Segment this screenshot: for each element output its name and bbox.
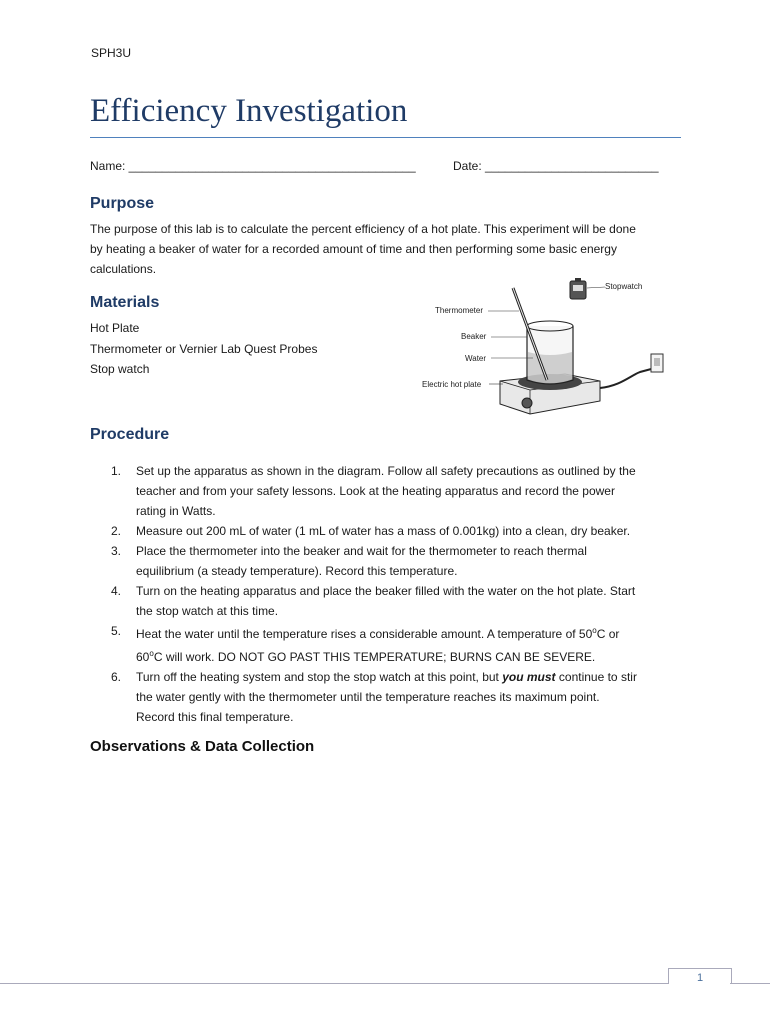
list-item [111,621,680,667]
date-field[interactable]: Date: __________________________ [453,159,659,173]
purpose-line: The purpose of this lab is to calculate the percent efficiency of a hot plate. This experiment will be done [90,222,636,236]
list-item: Hot Plate [90,321,140,335]
page-number: 1 [668,968,732,984]
step-line: Set up the apparatus as shown in the diagram. Follow all safety precautions as outlined by the [136,464,636,478]
step-number: 2. [111,524,122,538]
apparatus-diagram [415,276,665,426]
purpose-line: calculations. [90,262,157,276]
step-line [136,667,680,687]
title-underline [90,137,681,138]
step-text: C or [596,627,620,641]
name-field[interactable]: Name: ___________________________________________ [90,159,416,173]
procedure-list [90,461,680,727]
page-title: Efficiency Investigation [90,93,408,129]
list-item [111,461,680,521]
footer-rule [730,983,770,984]
step-line: Measure out 200 mL of water (1 mL of water has a mass of 0.001kg) into a clean, dry beaker. [136,524,631,538]
step-line: teacher and from your safety lessons. Look at the heating apparatus and record the power [136,484,615,498]
step-line: the stop watch at this time. [136,604,279,618]
step-text: 60 [136,650,150,664]
list-item [111,581,680,621]
footer-rule [0,983,668,984]
step-line [136,644,680,667]
purpose-heading: Purpose [90,195,155,212]
step-number: 6. [111,670,122,684]
step-number: 5. [111,624,122,638]
step-text: Turn off the heating system and stop the stop watch at this point, but [136,670,503,684]
step-line: Place the thermometer into the beaker and wait for the thermometer to reach thermal [136,544,587,558]
hot-plate-illustration [500,354,663,414]
step-line [136,621,680,644]
beaker-illustration [527,321,573,384]
purpose-text [90,219,690,279]
step-number: 4. [111,584,122,598]
step-text: continue to stir [555,670,637,684]
step-number: 1. [111,464,122,478]
list-item [111,521,680,541]
list-item: Stop watch [90,362,150,376]
step-text: C will work. DO NOT GO PAST THIS TEMPERATURE; BURNS CAN BE SEVERE. [153,650,596,664]
list-item: Thermometer or Vernier Lab Quest Probes [90,341,318,356]
materials-list [90,318,317,380]
emphasis-text: you must [502,670,556,684]
step-text: Heat the water until the temperature rises a considerable amount. A temperature of 50 [136,627,593,641]
label-water: Water [465,354,487,363]
step-number: 3. [111,544,122,558]
purpose-line: by heating a beaker of water for a recorded amount of time and then performing some basic energy [90,242,617,256]
step-line: Turn on the heating apparatus and place the beaker filled with the water on the hot plate. Start [136,584,636,598]
list-item [111,667,680,727]
step-line: Record this final temperature. [136,710,294,724]
label-hot-plate: Electric hot plate [422,380,482,389]
observations-heading: Observations & Data Collection [90,738,315,755]
step-line: the water gently with the thermometer until the temperature reaches its maximum point. [136,690,600,704]
step-line: equilibrium (a steady temperature). Record this temperature. [136,564,458,578]
label-beaker: Beaker [461,332,487,341]
list-item [111,541,680,581]
procedure-heading: Procedure [90,426,170,443]
materials-heading: Materials [90,294,160,311]
label-thermometer: Thermometer [435,306,484,315]
stopwatch-illustration [570,278,586,299]
step-line: rating in Watts. [136,504,216,518]
label-stopwatch: Stopwatch [605,282,643,291]
degree-symbol: o [149,649,154,658]
course-code: SPH3U [91,46,132,60]
degree-symbol: o [592,626,597,635]
